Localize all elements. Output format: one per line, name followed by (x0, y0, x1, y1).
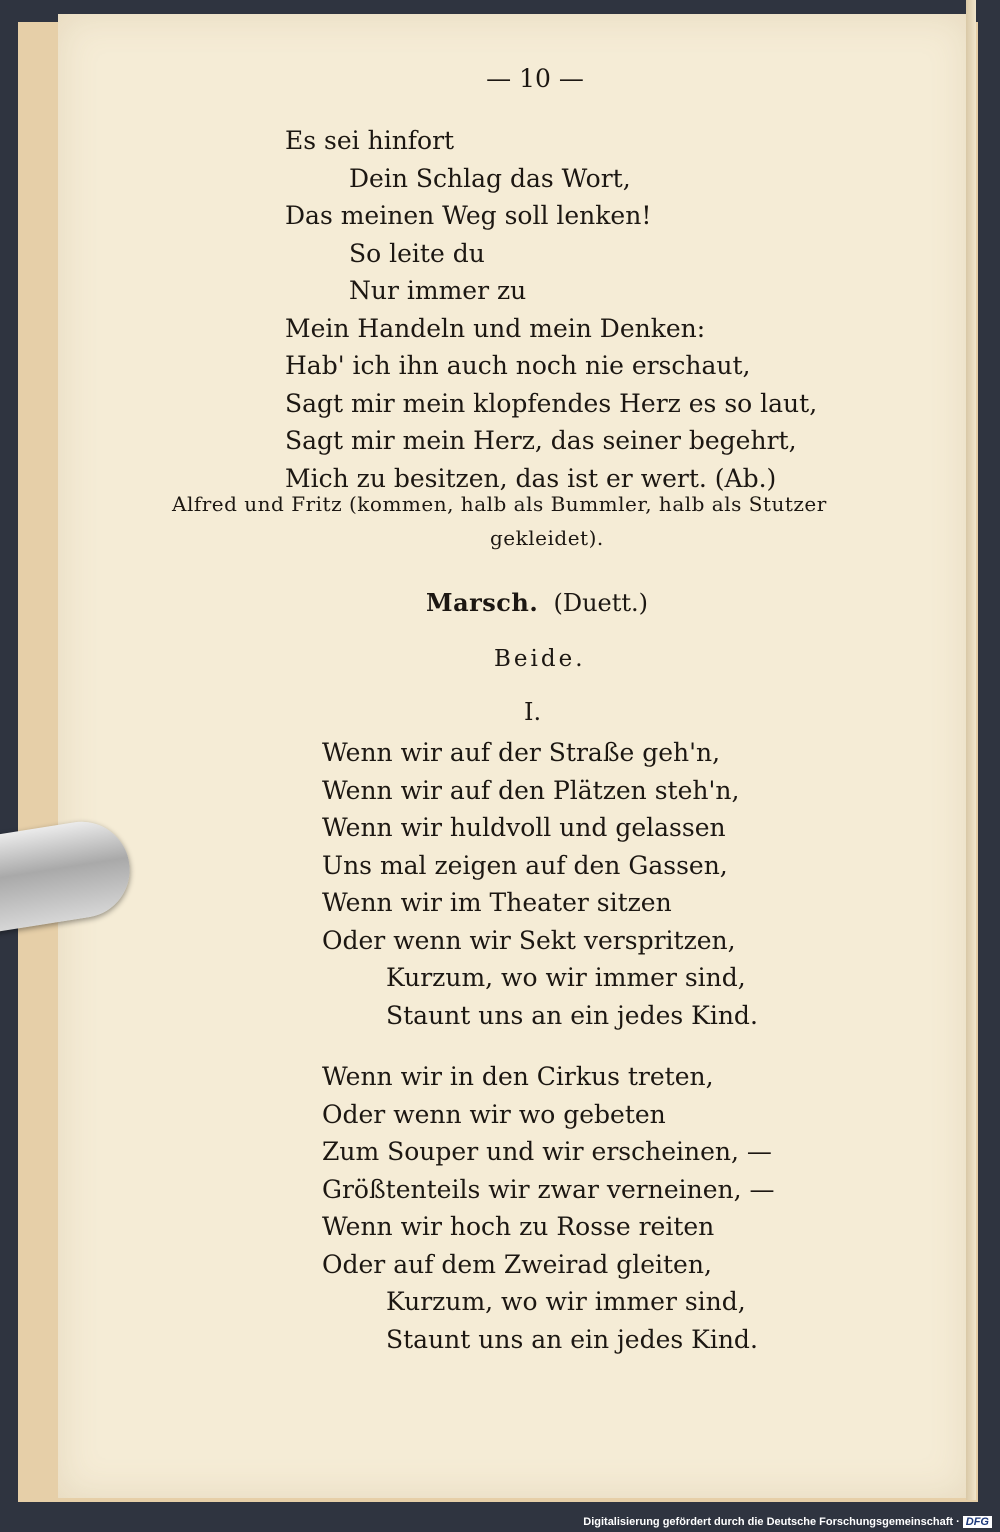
verse-line: So leite du (349, 238, 485, 268)
dfg-logo: DFG (963, 1516, 992, 1528)
verse-line: Es sei hinfort (285, 126, 455, 155)
speaker-label: Beide. (494, 646, 586, 672)
stanza (322, 734, 758, 1034)
stanza-line: Wenn wir im Theater sitzen (322, 888, 672, 917)
stanza-line: Wenn wir in den Cirkus treten, (322, 1062, 714, 1091)
verse-line: Das meinen Weg soll lenken! (285, 201, 652, 230)
stanza-line: Kurzum, wo wir immer sind, (386, 1287, 746, 1316)
stanza-line: Kurzum, wo wir immer sind, (386, 963, 746, 992)
stage-direction-cont: gekleidet). (490, 526, 604, 550)
verse-line: Nur immer zu (349, 276, 527, 305)
stanza (322, 1058, 775, 1358)
stanza-line: Wenn wir auf den Plätzen steh'n, (322, 775, 740, 805)
stanza-line: Wenn wir huldvoll und gelassen (322, 813, 726, 842)
verse-line: Dein Schlag das Wort, (349, 163, 631, 193)
page-edge (966, 0, 976, 1500)
stanza-line: Uns mal zeigen auf den Gassen, (322, 850, 728, 880)
stanza-line: Staunt uns an ein jedes Kind. (386, 1000, 758, 1030)
stanza-line: Oder auf dem Zweirad gleiten, (322, 1249, 712, 1279)
song-subtitle: (Duett.) (553, 589, 649, 617)
song-title: Marsch. (426, 588, 539, 617)
verse-line: Mein Handeln und mein Denken: (285, 313, 706, 343)
stanza-line: Zum Souper und wir erscheinen, — (322, 1137, 772, 1166)
digitization-credit (583, 1516, 992, 1528)
stanza-line: Wenn wir auf der Straße geh'n, (322, 738, 721, 767)
verse-line: Mich zu besitzen, das ist er wert. (Ab.) (285, 463, 777, 493)
song-heading (426, 588, 648, 617)
verse-line: Hab' ich ihn auch noch nie erschaut, (285, 351, 751, 380)
page-number: — 10 — (486, 64, 584, 93)
stanza-line: Oder wenn wir wo gebeten (322, 1099, 666, 1129)
stanza-line: Größtenteils wir zwar verneinen, — (322, 1174, 775, 1204)
stanza-line: Staunt uns an ein jedes Kind. (386, 1324, 758, 1354)
verse-line: Sagt mir mein Herz, das seiner begehrt, (285, 426, 797, 455)
credit-text: Digitalisierung gefördert durch die Deutsche Forschungsgemeinschaft · (583, 1516, 960, 1528)
stage-direction: Alfred und Fritz (kommen, halb als Bummler, halb als Stutzer (172, 492, 827, 516)
verse-line: Sagt mir mein klopfendes Herz es so laut, (285, 388, 818, 418)
stanza-line: Oder wenn wir Sekt verspritzen, (322, 925, 736, 955)
section-label: I. (524, 698, 542, 726)
verse-block (285, 122, 817, 497)
stanza-line: Wenn wir hoch zu Rosse reiten (322, 1212, 715, 1241)
